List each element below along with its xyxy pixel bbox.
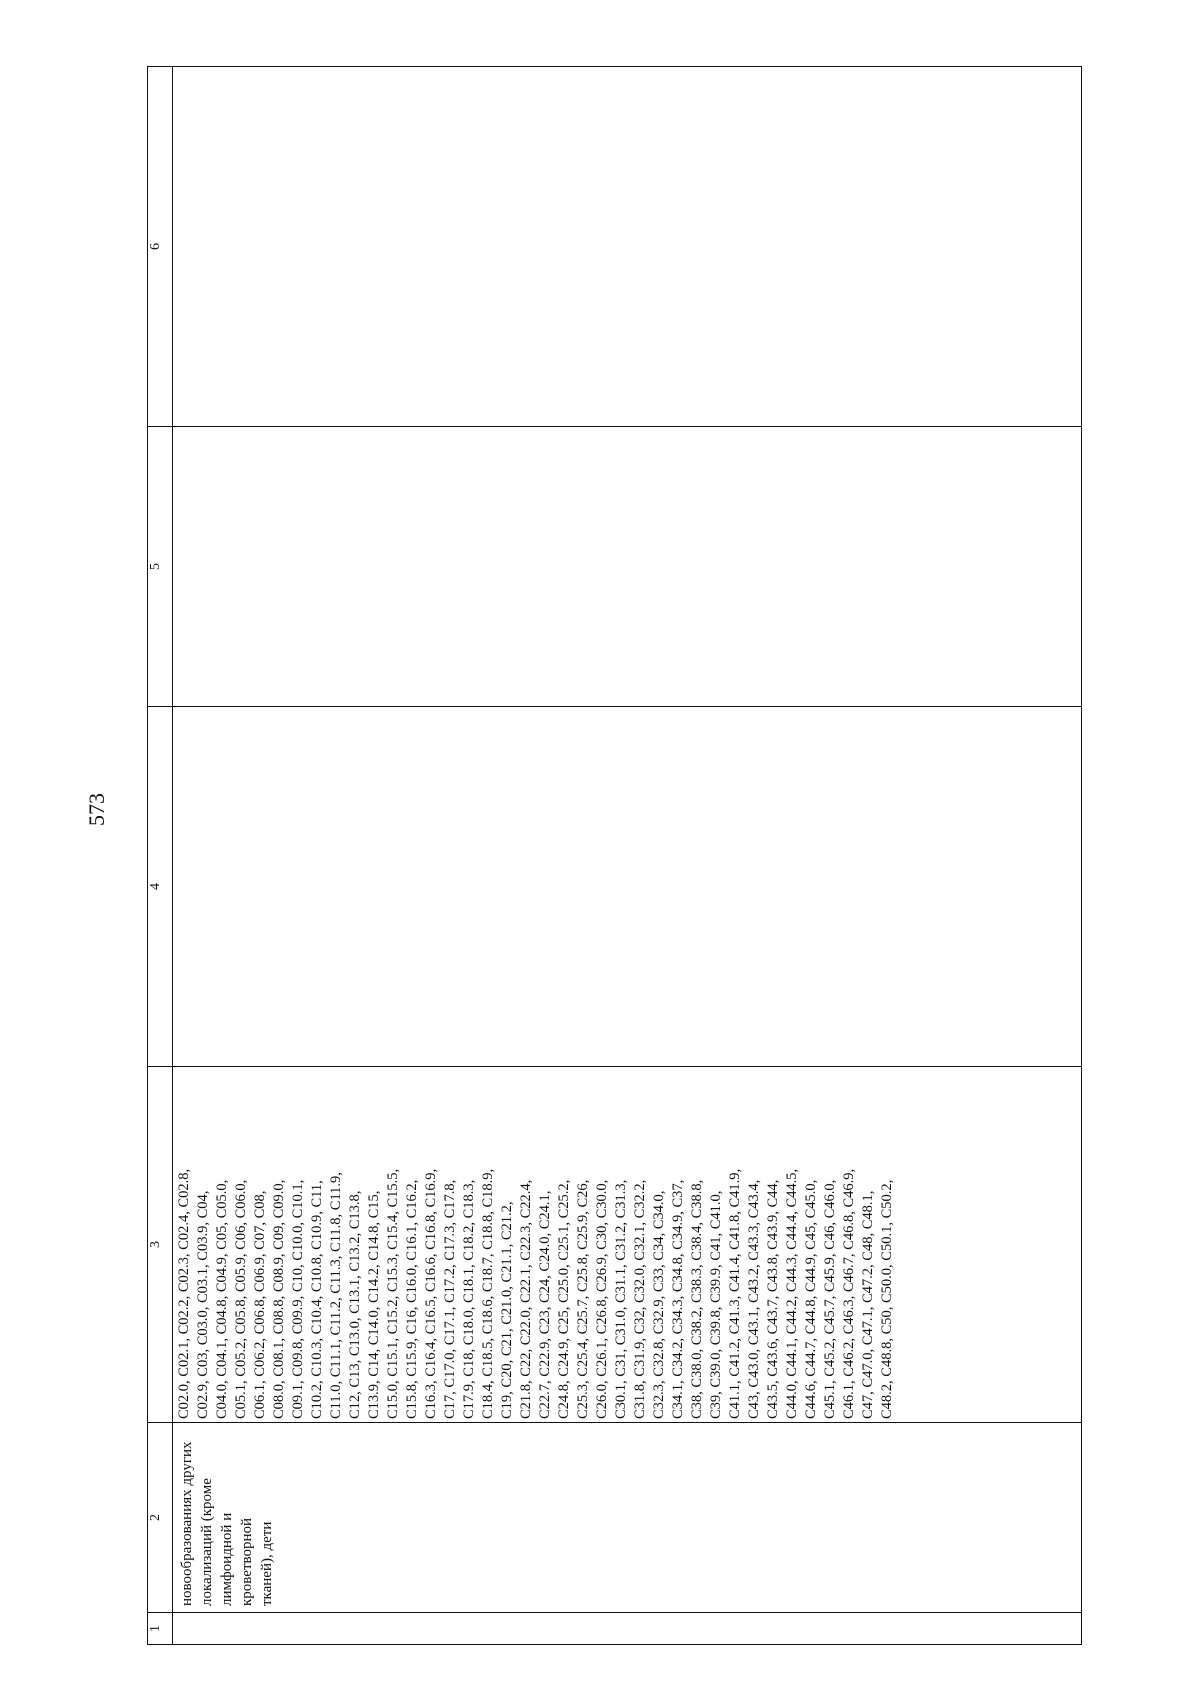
icd-code-line: C38, C38.0, C38.2, C38.3, C38.4, C38.8,	[689, 1179, 705, 1419]
column-header-3: 3	[148, 1067, 173, 1423]
icd-code-line: C43, C43.0, C43.1, C43.2, C43.3, C43.4,	[746, 1179, 762, 1419]
icd-code-line: C17, C17.0, C17.1, C17.2, C17.3, C17.8,	[442, 1179, 458, 1419]
icd-code-line: C09.1, C09.8, C09.9, C10, C10.0, C10.1,	[290, 1179, 306, 1419]
cell-col4	[173, 707, 1082, 1067]
icd-code-line: C12, C13, C13.0, C13.1, C13.2, C13.8,	[347, 1190, 363, 1419]
icd-code-line: C22.7, C22.9, C23, C24, C24.0, C24.1,	[537, 1190, 553, 1419]
page-number: 573	[84, 793, 109, 826]
icd-code-line: C13.9, C14, C14.0, C14.2, C14.8, C15,	[366, 1190, 382, 1419]
icd-code-line: C39, C39.0, C39.8, C39.9, C41, C41.0,	[708, 1190, 724, 1419]
cell-col5	[173, 427, 1082, 707]
column-header-5: 5	[148, 427, 173, 707]
column-header-6: 6	[148, 67, 173, 427]
table-header-row	[148, 67, 173, 1645]
cell-icd-codes	[173, 1067, 1082, 1423]
icd-code-line: C02.0, C02.1, C02.2, C02.3, C02.4, C02.8,	[176, 1168, 192, 1419]
icd-code-line: C04.0, C04.1, C04.8, C04.9, C05, C05.0,	[214, 1179, 230, 1419]
icd-code-line: C32.3, C32.8, C32.9, C33, C34, C34.0,	[651, 1190, 667, 1419]
icd-code-line: C41.1, C41.2, C41.3, C41.4, C41.8, C41.9,	[727, 1168, 743, 1419]
icd-code-line: C16.3, C16.4, C16.5, C16.6, C16.8, C16.9,	[423, 1168, 439, 1419]
table-row	[173, 67, 1082, 1645]
icd-code-line: C34.1, C34.2, C34.3, C34.8, C34.9, C37,	[670, 1179, 686, 1419]
icd-code-line: C17.9, C18, C18.0, C18.1, C18.2, C18.3,	[461, 1179, 477, 1419]
cell-diagnosis-name	[173, 1423, 1082, 1613]
rotated-table-container	[147, 67, 1082, 1645]
cell-col1	[173, 1613, 1082, 1645]
icd-code-line: C44.0, C44.1, C44.2, C44.3, C44.4, C44.5,	[784, 1168, 800, 1419]
icd-code-line: C24.8, C24.9, C25, C25.0, C25.1, C25.2,	[556, 1179, 572, 1419]
document-table	[147, 66, 1082, 1645]
icd-code-line: C46.1, C46.2, C46.3, C46.7, C46.8, C46.9,	[841, 1168, 857, 1419]
icd-code-line: C21.8, C22, C22.0, C22.1, C22.3, C22.4,	[518, 1179, 534, 1419]
icd-code-line: C10.2, C10.3, C10.4, C10.8, C10.9, C11,	[309, 1180, 325, 1419]
column-header-1: 1	[148, 1613, 173, 1645]
icd-code-line: C15.8, C15.9, C16, C16.0, C16.1, C16.2,	[404, 1179, 420, 1419]
icd-code-line: C25.3, C25.4, C25.7, C25.8, C25.9, C26,	[575, 1179, 591, 1419]
icd-code-line: C11.0, C11.1, C11.2, C11.3, C11.8, C11.9,	[328, 1172, 344, 1419]
icd-code-line: C45.1, C45.2, C45.7, C45.9, C46, C46.0,	[822, 1179, 838, 1419]
icd-code-line: C05.1, C05.2, C05.8, C05.9, C06, C06.0,	[233, 1179, 249, 1419]
icd-code-line: C08.0, C08.1, C08.8, C08.9, C09, C09.0,	[271, 1179, 287, 1419]
icd-code-line: C43.5, C43.6, C43.7, C43.8, C43.9, C44,	[765, 1179, 781, 1419]
icd-code-line: C44.6, C44.7, C44.8, C44.9, C45, C45.0,	[803, 1179, 819, 1419]
column-header-2: 2	[148, 1423, 173, 1613]
cell-col6	[173, 67, 1082, 427]
icd-code-line: C26.0, C26.1, C26.8, C26.9, C30, C30.0,	[594, 1179, 610, 1419]
column-header-4: 4	[148, 707, 173, 1067]
icd-code-line: C18.4, C18.5, C18.6, C18.7, C18.8, C18.9,	[480, 1168, 496, 1419]
diagnosis-name-text: новообразованиях других локализаций (кроме лимфоидной и кроветворной тканей), дети	[179, 1441, 275, 1606]
icd-code-line: C31.8, C31.9, C32, C32.0, C32.1, C32.2,	[632, 1179, 648, 1419]
icd-code-line: C02.9, C03, C03.0, C03.1, C03.9, C04,	[195, 1190, 211, 1419]
icd-code-line: C06.1, C06.2, C06.8, C06.9, C07, C08,	[252, 1190, 268, 1419]
icd-code-line: C48.2, C48.8, C50, C50.0, C50.1, C50.2,	[879, 1179, 895, 1419]
icd-code-line: C15.0, C15.1, C15.2, C15.3, C15.4, C15.5,	[385, 1168, 401, 1419]
icd-code-line: C19, C20, C21, C21.0, C21.1, C21.2,	[499, 1201, 515, 1419]
icd-code-line: C30.1, C31, C31.0, C31.1, C31.2, C31.3,	[613, 1179, 629, 1419]
icd-code-line: C47, C47.0, C47.1, C47.2, C48, C48.1,	[860, 1190, 876, 1419]
icd-codes-list	[173, 1067, 897, 1422]
